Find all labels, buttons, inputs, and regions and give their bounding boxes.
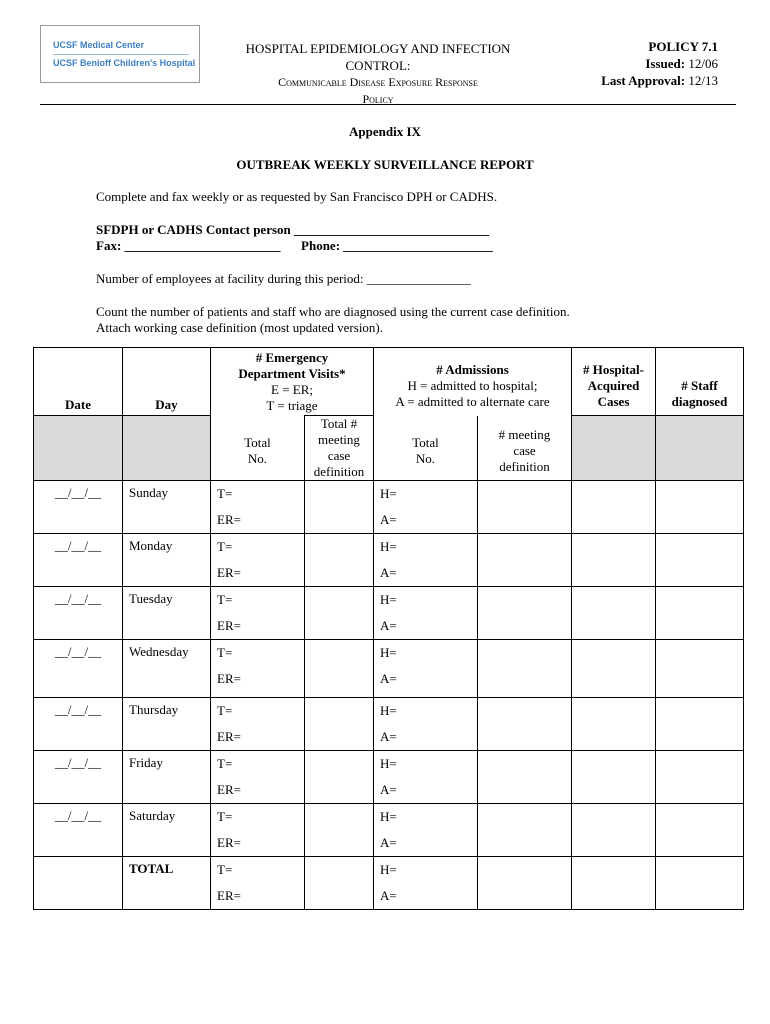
approval-value: 12/13 [688,73,718,88]
header-divider [40,104,736,105]
er-label: ER= [217,512,241,527]
subheader-adm-meeting-line2: case [513,442,536,458]
header-staff-line1: # Staff [681,377,718,393]
staff-cell[interactable] [656,534,744,587]
table-row [34,804,744,857]
fax-label: Fax: [96,238,122,253]
phone-label: Phone: [301,238,341,253]
subheader-ed-meeting-line2: meeting [318,432,360,447]
adm-total-cell[interactable] [374,587,478,640]
ed-meeting-cell[interactable] [305,751,374,804]
table-row [34,534,744,587]
surveillance-table [33,347,744,910]
ed-meeting-cell[interactable] [305,857,374,910]
header-title-line4: Policy [362,92,394,106]
ed-total-cell[interactable] [211,640,305,698]
header-hac-line1: # Hospital- [582,361,645,377]
er-label: ER= [217,671,241,686]
subheader-ed-meeting-line4: definition [313,464,365,479]
ed-total-cell[interactable] [211,587,305,640]
adm-meeting-cell[interactable] [478,587,572,640]
date-cell[interactable]: __/__/__ [34,804,123,857]
header-title-line3: Communicable Disease Exposure Response [278,75,478,89]
hac-cell[interactable] [572,857,656,910]
ed-total-cell[interactable] [211,481,305,534]
table-row-total [34,857,744,910]
logo-divider [53,54,189,55]
header-date: Date [34,348,123,416]
table-row [34,698,744,751]
h-label: H= [380,756,397,771]
hac-cell[interactable] [572,534,656,587]
a-label: A= [380,565,397,580]
instruction-text: Complete and fax weekly or as requested by San Francisco DPH or CADHS. [96,189,498,204]
adm-meeting-cell[interactable] [478,481,572,534]
date-cell[interactable]: __/__/__ [34,481,123,534]
h-label: H= [380,592,397,607]
header-emergency-visits [211,348,374,416]
staff-cell[interactable] [656,857,744,910]
contact-blank[interactable]: ______________________________ [294,222,490,237]
header-day: Day [123,348,211,416]
header-ed-line4: T = triage [266,398,318,413]
subheader-adm-meeting-line1: # meeting [498,426,551,442]
t-label: T= [217,862,233,877]
subheader-day-shaded [123,416,211,481]
policy-number: POLICY 7.1 [648,39,718,54]
adm-meeting-cell[interactable] [478,534,572,587]
adm-meeting-cell[interactable] [478,804,572,857]
date-cell[interactable]: __/__/__ [34,587,123,640]
employees-line [96,271,471,287]
subheader-ed-meeting [305,416,374,481]
hac-cell[interactable] [572,640,656,698]
adm-total-cell[interactable] [374,534,478,587]
day-cell: Saturday [123,804,211,857]
h-label: H= [380,862,397,877]
adm-total-cell[interactable] [374,481,478,534]
h-label: H= [380,486,397,501]
subheader-hac-shaded [572,416,656,481]
er-label: ER= [217,729,241,744]
er-label: ER= [217,888,241,903]
h-label: H= [380,809,397,824]
ed-total-cell[interactable] [211,857,305,910]
day-cell: Wednesday [123,640,211,698]
staff-cell[interactable] [656,804,744,857]
er-label: ER= [217,835,241,850]
day-cell: Monday [123,534,211,587]
table-subheader-row [34,416,744,481]
a-label: A= [380,671,397,686]
ed-meeting-cell[interactable] [305,481,374,534]
subheader-adm-meeting-line3: definition [499,458,550,474]
header-ed-line3: E = ER; [271,382,313,397]
a-label: A= [380,835,397,850]
subheader-ed-total-line1: Total [244,434,271,450]
table-header-row [34,348,744,416]
a-label: A= [380,512,397,527]
subheader-adm-total [374,416,478,481]
t-label: T= [217,486,233,501]
contact-line [96,222,489,238]
day-cell: Thursday [123,698,211,751]
issued-label: Issued: [645,56,686,71]
a-label: A= [380,888,397,903]
ed-meeting-cell[interactable] [305,534,374,587]
header-ed-line1: # Emergency [255,350,329,365]
date-cell[interactable]: __/__/__ [34,751,123,804]
header-hac-line3: Cases [597,393,630,409]
count-instruction-1: Count the number of patients and staff who are diagnosed using the current case definition. [96,304,570,319]
day-cell: Sunday [123,481,211,534]
fax-phone-line [96,238,493,254]
er-label: ER= [217,618,241,633]
er-label: ER= [217,782,241,797]
subheader-adm-meeting [478,416,572,481]
issued-value: 12/06 [688,56,718,71]
t-label: T= [217,703,233,718]
adm-total-cell[interactable] [374,698,478,751]
hac-cell[interactable] [572,587,656,640]
staff-cell[interactable] [656,587,744,640]
ed-meeting-cell[interactable] [305,804,374,857]
table-row [34,481,744,534]
header-hac-line2: Acquired [587,377,640,393]
header-adm-line3: A = admitted to alternate care [395,393,550,409]
hac-cell[interactable] [572,804,656,857]
hac-cell[interactable] [572,751,656,804]
fax-blank[interactable]: ________________________ [124,238,281,253]
day-cell: Tuesday [123,587,211,640]
er-label: ER= [217,565,241,580]
table-row [34,587,744,640]
phone-blank[interactable]: _______________________ [343,238,493,253]
header-hospital-acquired [572,348,656,416]
t-label: T= [217,809,233,824]
logo-line-childrens-hospital: UCSF Benioff Children's Hospital [53,58,196,68]
adm-total-cell[interactable] [374,804,478,857]
hac-cell[interactable] [572,481,656,534]
staff-cell[interactable] [656,751,744,804]
ed-total-cell[interactable] [211,534,305,587]
header-adm-line2: H = admitted to hospital; [407,377,538,393]
t-label: T= [217,756,233,771]
employees-label: Number of employees at facility during this period: [96,271,364,286]
appendix-title: Appendix IX [349,124,421,139]
adm-meeting-cell[interactable] [478,857,572,910]
subheader-ed-total-line2: No. [247,450,268,466]
header-staff-diagnosed [656,348,744,416]
policy-info [601,38,718,89]
h-label: H= [380,539,397,554]
subheader-adm-total-line1: Total [412,434,439,450]
employees-blank[interactable]: ________________ [366,271,471,286]
ed-meeting-cell[interactable] [305,698,374,751]
t-label: T= [217,539,233,554]
a-label: A= [380,618,397,633]
subheader-ed-meeting-line3: case [327,448,351,463]
date-cell [34,857,123,910]
hac-cell[interactable] [572,698,656,751]
table-row [34,751,744,804]
a-label: A= [380,729,397,744]
table-row [34,640,744,698]
h-label: H= [380,645,397,660]
staff-cell[interactable] [656,640,744,698]
total-label: TOTAL [123,857,211,910]
date-cell[interactable]: __/__/__ [34,534,123,587]
ed-meeting-cell[interactable] [305,640,374,698]
header-ed-line2: Department Visits* [238,366,346,381]
adm-meeting-cell[interactable] [478,751,572,804]
adm-total-cell[interactable] [374,640,478,698]
header-title [210,40,546,108]
report-title: OUTBREAK WEEKLY SURVEILLANCE REPORT [236,157,534,172]
header-admissions [374,348,572,416]
subheader-adm-total-line2: No. [415,450,436,466]
logo-line-medical-center: UCSF Medical Center [53,40,145,50]
ed-total-cell[interactable] [211,698,305,751]
a-label: A= [380,782,397,797]
approval-label: Last Approval: [601,73,686,88]
ed-total-cell[interactable] [211,751,305,804]
ed-total-cell[interactable] [211,804,305,857]
adm-meeting-cell[interactable] [478,640,572,698]
header-title-line2: CONTROL: [345,58,411,73]
subheader-ed-total [211,416,305,481]
count-instruction-2: Attach working case definition (most updated version). [96,320,384,335]
subheader-staff-shaded [656,416,744,481]
date-cell[interactable]: __/__/__ [34,698,123,751]
t-label: T= [217,592,233,607]
ucsf-logo [40,25,200,83]
subheader-ed-meeting-line1: Total # [320,416,358,431]
header-staff-line2: diagnosed [671,393,728,409]
staff-cell[interactable] [656,481,744,534]
subheader-date-shaded [34,416,123,481]
adm-total-cell[interactable] [374,857,478,910]
adm-total-cell[interactable] [374,751,478,804]
date-cell[interactable]: __/__/__ [34,640,123,698]
staff-cell[interactable] [656,698,744,751]
adm-meeting-cell[interactable] [478,698,572,751]
day-cell: Friday [123,751,211,804]
h-label: H= [380,703,397,718]
header-adm-line1: # Admissions [436,361,509,377]
contact-label: SFDPH or CADHS Contact person [96,222,291,237]
ed-meeting-cell[interactable] [305,587,374,640]
header-title-line1: HOSPITAL EPIDEMIOLOGY AND INFECTION [245,41,511,56]
t-label: T= [217,645,233,660]
